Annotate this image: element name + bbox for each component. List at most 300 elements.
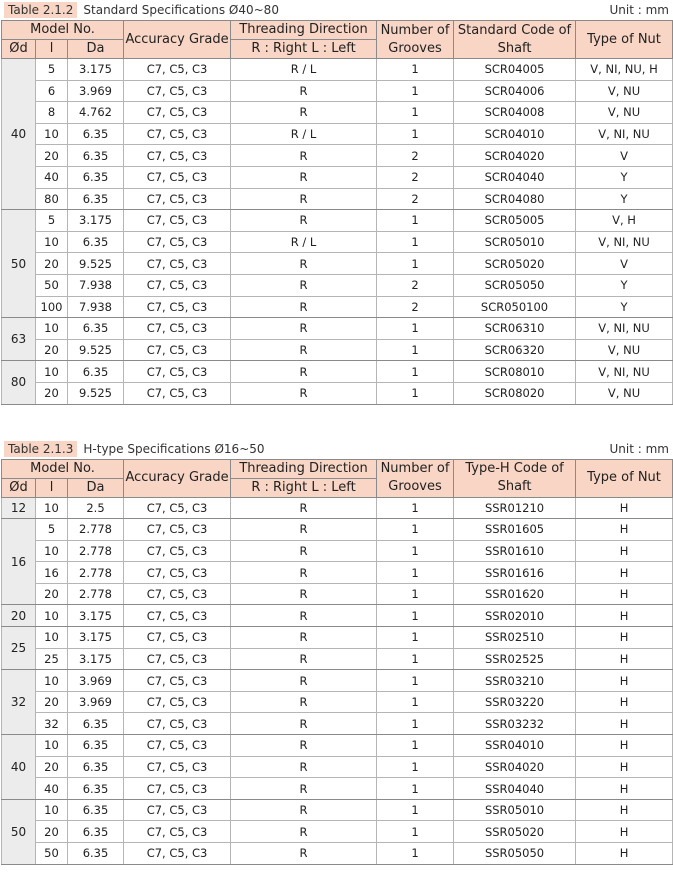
header-number-of-grooves: Number of Grooves — [377, 21, 454, 59]
header-standard-code: Standard Code of Shaft — [454, 21, 576, 59]
l-cell: 80 — [36, 188, 68, 210]
shaft-code-cell: SSR01210 — [454, 497, 576, 519]
header-model-no: Model No. — [2, 21, 124, 40]
table-row — [2, 713, 673, 735]
da-cell: 9.525 — [68, 339, 124, 361]
l-cell: 20 — [36, 691, 68, 713]
grooves-cell: 1 — [377, 210, 454, 232]
shaft-code-cell: SCR04010 — [454, 123, 576, 145]
accuracy-cell: C7, C5, C3 — [124, 821, 231, 843]
l-cell: 10 — [36, 361, 68, 383]
h-type-specifications-table — [1, 459, 673, 865]
table1-title: Standard Specifications Ø40~80 — [83, 3, 279, 17]
od-group-cell: 20 — [2, 605, 36, 627]
l-cell: 50 — [36, 274, 68, 296]
grooves-cell: 1 — [377, 821, 454, 843]
nut-type-cell: Y — [576, 274, 673, 296]
header-type-of-nut: Type of Nut — [576, 21, 673, 59]
l-cell: 20 — [36, 382, 68, 404]
shaft-code-cell: SCR04008 — [454, 102, 576, 124]
header-accuracy-grade: Accuracy Grade — [124, 459, 231, 497]
shaft-code-cell: SSR04040 — [454, 778, 576, 800]
da-cell: 3.175 — [68, 627, 124, 649]
table-row — [2, 735, 673, 757]
nut-type-cell: H — [576, 670, 673, 692]
threading-cell: R — [231, 648, 377, 670]
table-row — [2, 59, 673, 81]
nut-type-cell: H — [576, 821, 673, 843]
grooves-cell: 1 — [377, 756, 454, 778]
accuracy-cell: C7, C5, C3 — [124, 691, 231, 713]
accuracy-cell: C7, C5, C3 — [124, 210, 231, 232]
header-accuracy-grade: Accuracy Grade — [124, 21, 231, 59]
table-row — [2, 756, 673, 778]
grooves-cell: 2 — [377, 188, 454, 210]
threading-cell: R — [231, 756, 377, 778]
accuracy-cell: C7, C5, C3 — [124, 735, 231, 757]
shaft-code-cell: SCR06320 — [454, 339, 576, 361]
table1-body — [2, 59, 673, 405]
accuracy-cell: C7, C5, C3 — [124, 59, 231, 81]
shaft-code-cell: SSR02010 — [454, 605, 576, 627]
shaft-code-cell: SSR03220 — [454, 691, 576, 713]
threading-cell: R — [231, 80, 377, 102]
nut-type-cell: H — [576, 713, 673, 735]
da-cell: 2.778 — [68, 540, 124, 562]
l-cell: 25 — [36, 648, 68, 670]
threading-cell: R — [231, 691, 377, 713]
nut-type-cell: Y — [576, 166, 673, 188]
threading-cell: R — [231, 253, 377, 275]
da-cell: 6.35 — [68, 188, 124, 210]
table-row — [2, 497, 673, 519]
l-cell: 10 — [36, 627, 68, 649]
shaft-code-cell: SCR08010 — [454, 361, 576, 383]
threading-cell: R — [231, 778, 377, 800]
od-group-cell: 63 — [2, 318, 36, 361]
accuracy-cell: C7, C5, C3 — [124, 778, 231, 800]
header-type-h-code: Type-H Code of Shaft — [454, 459, 576, 497]
table1-unit: Unit : mm — [609, 3, 669, 17]
threading-cell: R — [231, 627, 377, 649]
grooves-cell: 1 — [377, 799, 454, 821]
header-type-of-nut: Type of Nut — [576, 459, 673, 497]
header-da: Da — [68, 40, 124, 59]
grooves-cell: 1 — [377, 80, 454, 102]
nut-type-cell: H — [576, 605, 673, 627]
nut-type-cell: V, NI, NU — [576, 231, 673, 253]
l-cell: 5 — [36, 210, 68, 232]
table-row — [2, 80, 673, 102]
nut-type-cell: Y — [576, 188, 673, 210]
nut-type-cell: V, NI, NU — [576, 123, 673, 145]
accuracy-cell: C7, C5, C3 — [124, 318, 231, 340]
nut-type-cell: H — [576, 627, 673, 649]
threading-cell: R / L — [231, 59, 377, 81]
table-row — [2, 821, 673, 843]
nut-type-cell: H — [576, 497, 673, 519]
shaft-code-cell: SCR050100 — [454, 296, 576, 318]
nut-type-cell: H — [576, 756, 673, 778]
accuracy-cell: C7, C5, C3 — [124, 540, 231, 562]
table-row — [2, 318, 673, 340]
l-cell: 10 — [36, 497, 68, 519]
shaft-code-cell: SCR04020 — [454, 145, 576, 167]
table-row — [2, 339, 673, 361]
table-row — [2, 843, 673, 865]
shaft-code-cell: SSR03210 — [454, 670, 576, 692]
l-cell: 10 — [36, 735, 68, 757]
accuracy-cell: C7, C5, C3 — [124, 382, 231, 404]
threading-cell: R — [231, 519, 377, 541]
nut-type-cell: V, H — [576, 210, 673, 232]
shaft-code-cell: SSR05020 — [454, 821, 576, 843]
header-od: Ød — [2, 478, 36, 497]
da-cell: 3.969 — [68, 670, 124, 692]
threading-cell: R — [231, 145, 377, 167]
grooves-cell: 1 — [377, 648, 454, 670]
table-row — [2, 102, 673, 124]
l-cell: 10 — [36, 799, 68, 821]
accuracy-cell: C7, C5, C3 — [124, 253, 231, 275]
header-threading-direction: Threading Direction — [231, 459, 377, 478]
table-row — [2, 274, 673, 296]
nut-type-cell: H — [576, 799, 673, 821]
table-row — [2, 583, 673, 605]
shaft-code-cell: SSR05010 — [454, 799, 576, 821]
da-cell: 6.35 — [68, 735, 124, 757]
grooves-cell: 1 — [377, 231, 454, 253]
l-cell: 40 — [36, 166, 68, 188]
accuracy-cell: C7, C5, C3 — [124, 583, 231, 605]
grooves-cell: 1 — [377, 540, 454, 562]
nut-type-cell: V, NU — [576, 80, 673, 102]
grooves-cell: 1 — [377, 519, 454, 541]
table-row — [2, 691, 673, 713]
header-l: l — [36, 40, 68, 59]
table2-caption — [0, 439, 673, 459]
table-row — [2, 648, 673, 670]
grooves-cell: 1 — [377, 670, 454, 692]
threading-cell: R — [231, 102, 377, 124]
accuracy-cell: C7, C5, C3 — [124, 102, 231, 124]
grooves-cell: 2 — [377, 274, 454, 296]
accuracy-cell: C7, C5, C3 — [124, 713, 231, 735]
table-row — [2, 361, 673, 383]
table1-tag: Table 2.1.2 — [4, 2, 77, 18]
grooves-cell: 2 — [377, 166, 454, 188]
table-row — [2, 519, 673, 541]
da-cell: 6.35 — [68, 778, 124, 800]
nut-type-cell: V — [576, 253, 673, 275]
da-cell: 6.35 — [68, 843, 124, 865]
da-cell: 6.35 — [68, 145, 124, 167]
da-cell: 2.778 — [68, 562, 124, 584]
l-cell: 8 — [36, 102, 68, 124]
grooves-cell: 1 — [377, 497, 454, 519]
nut-type-cell: V, NI, NU, H — [576, 59, 673, 81]
nut-type-cell: V, NU — [576, 382, 673, 404]
l-cell: 5 — [36, 59, 68, 81]
da-cell: 2.778 — [68, 519, 124, 541]
l-cell: 20 — [36, 145, 68, 167]
nut-type-cell: V, NI, NU — [576, 318, 673, 340]
nut-type-cell: H — [576, 583, 673, 605]
nut-type-cell: V, NU — [576, 339, 673, 361]
od-group-cell: 80 — [2, 361, 36, 404]
da-cell: 9.525 — [68, 253, 124, 275]
threading-cell: R — [231, 562, 377, 584]
standard-specifications-table — [1, 20, 673, 405]
table2-title: H-type Specifications Ø16~50 — [83, 441, 265, 456]
l-cell: 20 — [36, 339, 68, 361]
grooves-cell: 1 — [377, 843, 454, 865]
l-cell: 20 — [36, 253, 68, 275]
l-cell: 10 — [36, 670, 68, 692]
nut-type-cell: H — [576, 691, 673, 713]
od-group-cell: 32 — [2, 670, 36, 735]
table-row — [2, 123, 673, 145]
nut-type-cell: V — [576, 145, 673, 167]
grooves-cell: 1 — [377, 627, 454, 649]
da-cell: 2.5 — [68, 497, 124, 519]
header-threading-legend: R : Right L : Left — [231, 478, 377, 497]
da-cell: 6.35 — [68, 123, 124, 145]
accuracy-cell: C7, C5, C3 — [124, 605, 231, 627]
od-group-cell: 40 — [2, 59, 36, 210]
shaft-code-cell: SSR02510 — [454, 627, 576, 649]
grooves-cell: 1 — [377, 253, 454, 275]
shaft-code-cell: SCR05020 — [454, 253, 576, 275]
grooves-cell: 1 — [377, 123, 454, 145]
nut-type-cell: Y — [576, 296, 673, 318]
da-cell: 4.762 — [68, 102, 124, 124]
grooves-cell: 1 — [377, 735, 454, 757]
table-row — [2, 166, 673, 188]
shaft-code-cell: SCR05010 — [454, 231, 576, 253]
shaft-code-cell: SSR01605 — [454, 519, 576, 541]
grooves-cell: 1 — [377, 318, 454, 340]
shaft-code-cell: SSR05050 — [454, 843, 576, 865]
threading-cell: R — [231, 296, 377, 318]
shaft-code-cell: SCR04006 — [454, 80, 576, 102]
da-cell: 3.175 — [68, 210, 124, 232]
da-cell: 6.35 — [68, 231, 124, 253]
da-cell: 3.175 — [68, 605, 124, 627]
threading-cell: R — [231, 274, 377, 296]
table-row — [2, 296, 673, 318]
shaft-code-cell: SCR08020 — [454, 382, 576, 404]
accuracy-cell: C7, C5, C3 — [124, 274, 231, 296]
l-cell: 10 — [36, 318, 68, 340]
nut-type-cell: H — [576, 778, 673, 800]
l-cell: 10 — [36, 231, 68, 253]
accuracy-cell: C7, C5, C3 — [124, 231, 231, 253]
shaft-code-cell: SCR06310 — [454, 318, 576, 340]
grooves-cell: 1 — [377, 713, 454, 735]
threading-cell: R — [231, 339, 377, 361]
accuracy-cell: C7, C5, C3 — [124, 296, 231, 318]
da-cell: 6.35 — [68, 166, 124, 188]
accuracy-cell: C7, C5, C3 — [124, 123, 231, 145]
da-cell: 6.35 — [68, 318, 124, 340]
da-cell: 9.525 — [68, 382, 124, 404]
table-row — [2, 670, 673, 692]
grooves-cell: 2 — [377, 296, 454, 318]
accuracy-cell: C7, C5, C3 — [124, 843, 231, 865]
nut-type-cell: H — [576, 562, 673, 584]
nut-type-cell: H — [576, 843, 673, 865]
header-od: Ød — [2, 40, 36, 59]
threading-cell: R — [231, 361, 377, 383]
table-row — [2, 605, 673, 627]
shaft-code-cell: SCR05050 — [454, 274, 576, 296]
da-cell: 2.778 — [68, 583, 124, 605]
header-threading-direction: Threading Direction — [231, 21, 377, 40]
threading-cell: R — [231, 735, 377, 757]
da-cell: 6.35 — [68, 799, 124, 821]
header-number-of-grooves: Number of Grooves — [377, 459, 454, 497]
accuracy-cell: C7, C5, C3 — [124, 361, 231, 383]
header-model-no: Model No. — [2, 459, 124, 478]
grooves-cell: 1 — [377, 102, 454, 124]
da-cell: 6.35 — [68, 361, 124, 383]
shaft-code-cell: SSR01610 — [454, 540, 576, 562]
grooves-cell: 1 — [377, 583, 454, 605]
shaft-code-cell: SSR01620 — [454, 583, 576, 605]
grooves-cell: 2 — [377, 145, 454, 167]
nut-type-cell: H — [576, 540, 673, 562]
header-l: l — [36, 478, 68, 497]
threading-cell: R — [231, 843, 377, 865]
da-cell: 6.35 — [68, 756, 124, 778]
od-group-cell: 25 — [2, 627, 36, 670]
l-cell: 40 — [36, 778, 68, 800]
od-group-cell: 50 — [2, 210, 36, 318]
nut-type-cell: H — [576, 648, 673, 670]
shaft-code-cell: SSR01616 — [454, 562, 576, 584]
od-group-cell: 16 — [2, 519, 36, 605]
da-cell: 3.175 — [68, 648, 124, 670]
header-threading-legend: R : Right L : Left — [231, 40, 377, 59]
table-row — [2, 562, 673, 584]
threading-cell: R — [231, 670, 377, 692]
accuracy-cell: C7, C5, C3 — [124, 670, 231, 692]
shaft-code-cell: SCR04040 — [454, 166, 576, 188]
table-row — [2, 540, 673, 562]
l-cell: 6 — [36, 80, 68, 102]
l-cell: 5 — [36, 519, 68, 541]
table-row — [2, 145, 673, 167]
l-cell: 50 — [36, 843, 68, 865]
threading-cell: R — [231, 318, 377, 340]
da-cell: 3.175 — [68, 59, 124, 81]
accuracy-cell: C7, C5, C3 — [124, 627, 231, 649]
threading-cell: R — [231, 166, 377, 188]
threading-cell: R — [231, 540, 377, 562]
da-cell: 6.35 — [68, 821, 124, 843]
threading-cell: R / L — [231, 231, 377, 253]
table-row — [2, 627, 673, 649]
table-row — [2, 799, 673, 821]
threading-cell: R — [231, 188, 377, 210]
threading-cell: R — [231, 497, 377, 519]
threading-cell: R — [231, 382, 377, 404]
da-cell: 7.938 — [68, 296, 124, 318]
threading-cell: R — [231, 799, 377, 821]
nut-type-cell: H — [576, 519, 673, 541]
l-cell: 10 — [36, 605, 68, 627]
od-group-cell: 12 — [2, 497, 36, 519]
od-group-cell: 50 — [2, 799, 36, 864]
accuracy-cell: C7, C5, C3 — [124, 799, 231, 821]
l-cell: 20 — [36, 583, 68, 605]
grooves-cell: 1 — [377, 59, 454, 81]
table2-unit: Unit : mm — [609, 441, 669, 456]
table-row — [2, 253, 673, 275]
table2-tag: Table 2.1.3 — [4, 441, 77, 457]
header-da: Da — [68, 478, 124, 497]
grooves-cell: 1 — [377, 382, 454, 404]
grooves-cell: 1 — [377, 605, 454, 627]
shaft-code-cell: SCR04080 — [454, 188, 576, 210]
shaft-code-cell: SSR04010 — [454, 735, 576, 757]
accuracy-cell: C7, C5, C3 — [124, 80, 231, 102]
grooves-cell: 1 — [377, 778, 454, 800]
table-row — [2, 382, 673, 404]
shaft-code-cell: SSR04020 — [454, 756, 576, 778]
threading-cell: R — [231, 583, 377, 605]
threading-cell: R / L — [231, 123, 377, 145]
shaft-code-cell: SSR02525 — [454, 648, 576, 670]
grooves-cell: 1 — [377, 562, 454, 584]
nut-type-cell: H — [576, 735, 673, 757]
od-group-cell: 40 — [2, 735, 36, 800]
accuracy-cell: C7, C5, C3 — [124, 188, 231, 210]
table-row — [2, 231, 673, 253]
accuracy-cell: C7, C5, C3 — [124, 756, 231, 778]
l-cell: 32 — [36, 713, 68, 735]
l-cell: 20 — [36, 756, 68, 778]
grooves-cell: 1 — [377, 339, 454, 361]
l-cell: 10 — [36, 123, 68, 145]
grooves-cell: 1 — [377, 361, 454, 383]
accuracy-cell: C7, C5, C3 — [124, 519, 231, 541]
table-row — [2, 188, 673, 210]
table-row — [2, 778, 673, 800]
l-cell: 20 — [36, 821, 68, 843]
table2-body — [2, 497, 673, 864]
grooves-cell: 1 — [377, 691, 454, 713]
accuracy-cell: C7, C5, C3 — [124, 497, 231, 519]
accuracy-cell: C7, C5, C3 — [124, 562, 231, 584]
nut-type-cell: V, NI, NU — [576, 361, 673, 383]
table-row — [2, 210, 673, 232]
da-cell: 3.969 — [68, 691, 124, 713]
da-cell: 7.938 — [68, 274, 124, 296]
accuracy-cell: C7, C5, C3 — [124, 648, 231, 670]
accuracy-cell: C7, C5, C3 — [124, 166, 231, 188]
shaft-code-cell: SCR04005 — [454, 59, 576, 81]
accuracy-cell: C7, C5, C3 — [124, 145, 231, 167]
threading-cell: R — [231, 210, 377, 232]
shaft-code-cell: SCR05005 — [454, 210, 576, 232]
threading-cell: R — [231, 713, 377, 735]
l-cell: 100 — [36, 296, 68, 318]
l-cell: 16 — [36, 562, 68, 584]
da-cell: 6.35 — [68, 713, 124, 735]
nut-type-cell: V, NU — [576, 102, 673, 124]
